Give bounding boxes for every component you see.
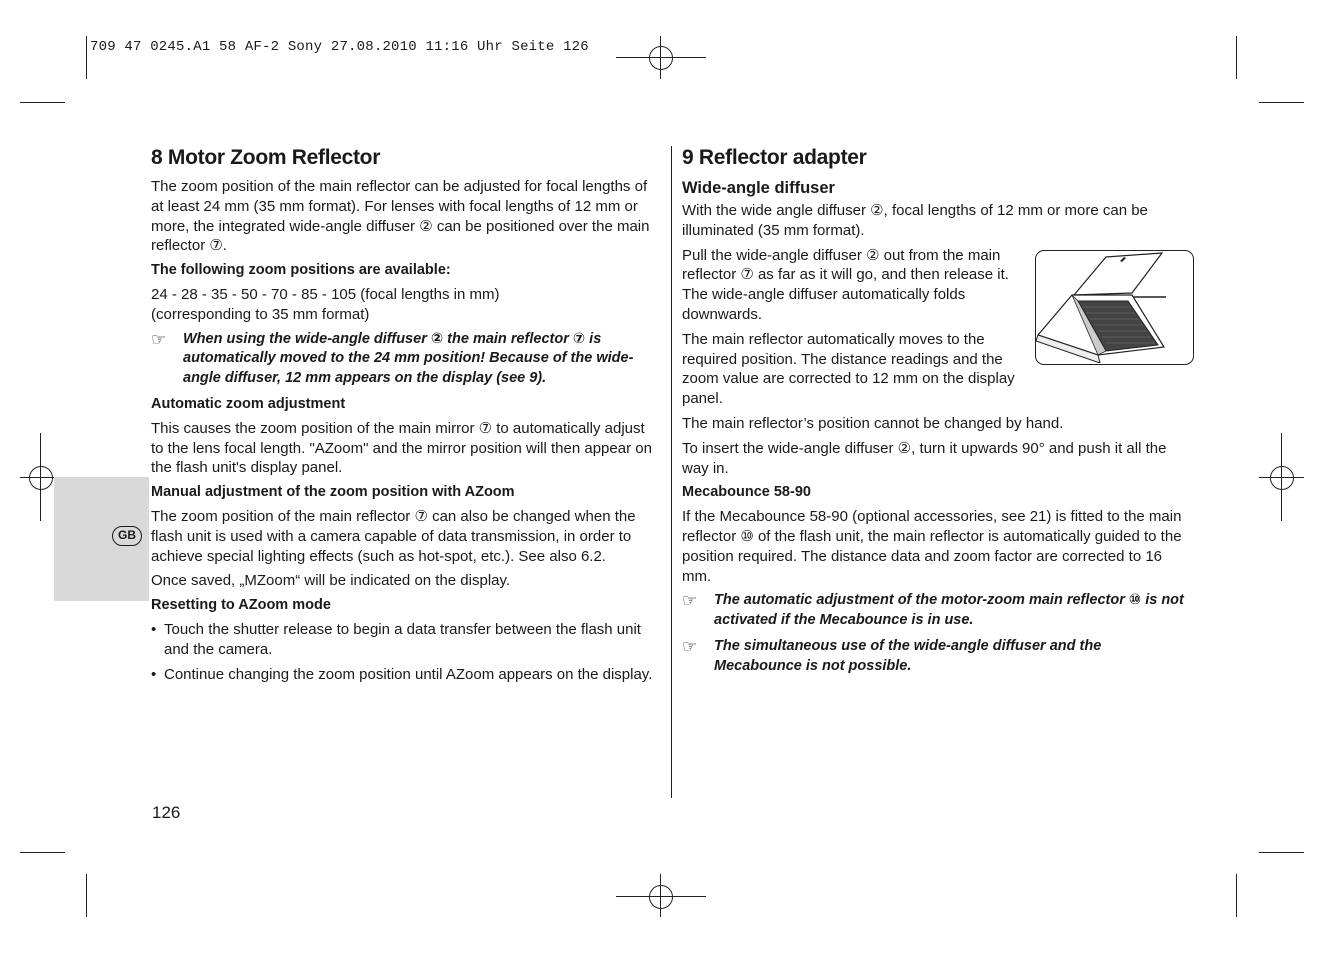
note-text: When using the wide-angle diffuser ② the main reflector ⑦ is automatically moved to the 24 mm position! Because of the wide-angle diffuser, 12 mm appears on the display (see 9).: [183, 330, 634, 387]
pull-text: Pull the wide-angle diffuser ② out from the main reflector ⑦ as far as it will go, and then release it. The wide-angle diffuser automatically folds downwards.: [682, 246, 1009, 323]
registration-line: [616, 57, 706, 58]
note-text: The simultaneous use of the wide-angle diffuser and the Mecabounce is not possible.: [714, 637, 1102, 674]
manual-zoom-text: The zoom position of the main reflector ⑦ can also be changed when the flash unit is used with a camera capable of data transmission, in order to achieve special lighting effects (such as hot-spot, etc.). See also 6.2.: [151, 507, 636, 565]
section-title-motor-zoom: 8 Motor Zoom Reflector: [151, 146, 381, 169]
right-column: [682, 145, 1192, 683]
diffuser-intro: With the wide angle diffuser ②, focal lengths of 12 mm or more can be illuminated (35 mm format).: [682, 202, 1148, 239]
zoom-format-note: (corresponding to 35 mm format): [151, 305, 370, 323]
bullet-icon: •: [151, 620, 157, 638]
saved-text: Once saved, „MZoom“ will be indicated on the display.: [151, 572, 511, 590]
diffuser-heading: Wide-angle diffuser: [682, 179, 835, 197]
registration-line: [616, 896, 706, 897]
note-simultaneous: [682, 637, 1192, 677]
crop-mark: [20, 852, 65, 853]
pointing-hand-icon: ☞: [682, 636, 698, 656]
by-hand-text: The main reflector’s position cannot be changed by hand.: [682, 414, 1064, 432]
crop-mark: [1259, 852, 1304, 853]
crop-mark: [1236, 36, 1237, 79]
section-title-reflector-adapter: 9 Reflector adapter: [682, 146, 867, 169]
registration-line: [660, 874, 661, 917]
column-divider: [671, 146, 672, 798]
crop-mark: [86, 874, 87, 917]
registration-line: [1281, 433, 1282, 521]
list-item: [151, 665, 656, 685]
bullet-text: Touch the shutter release to begin a data transfer between the flash unit and the camera.: [164, 620, 641, 658]
bullet-text: Continue changing the zoom position until AZoom appears on the display.: [164, 665, 653, 683]
registration-mark: [1270, 466, 1294, 490]
print-slug: 709 47 0245.A1 58 AF-2 Sony 27.08.2010 11:16 Uhr Seite 126: [90, 39, 589, 55]
language-badge: GB: [112, 526, 142, 546]
crop-mark: [1236, 874, 1237, 917]
pointing-hand-icon: ☞: [151, 329, 167, 349]
auto-zoom-text: This causes the zoom position of the main mirror ⑦ to automatically adjust to the lens focal length. "AZoom" and the mirror position will then appear on the flash unit's display panel.: [151, 419, 652, 477]
pointing-hand-icon: ☞: [682, 591, 698, 611]
mecabounce-heading: Mecabounce 58-90: [682, 484, 811, 501]
registration-mark: [29, 466, 53, 490]
registration-line: [660, 36, 661, 79]
note-mecabounce: [682, 591, 1192, 631]
zoom-positions-heading: The following zoom positions are available:: [151, 262, 451, 279]
crop-mark: [1259, 102, 1304, 103]
mecabounce-text: If the Mecabounce 58-90 (optional accessories, see 21) is fitted to the main reflector ⑩ of the flash unit, the main reflector is automatically guided to the position required. The distance data and zoom factor are corrected to 16 mm.: [682, 508, 1182, 585]
registration-mark: [649, 46, 673, 70]
intro-paragraph: The zoom position of the main reflector can be adjusted for focal lengths of at least 24 mm (35 mm format). For lenses with focal lengths of 12 mm or more, the integrated wide-angle diffuser ② can be positioned over the main reflector ⑦.: [151, 178, 650, 255]
note-text: The automatic adjustment of the motor-zoom main reflector ⑩ is not activated if the Mecabounce is in use.: [714, 592, 1184, 629]
crop-mark: [86, 36, 87, 79]
list-item: [151, 620, 656, 660]
auto-move-text: The main reflector automatically moves to the required position. The distance readings and the zoom value are corrected to 12 mm on the display panel.: [682, 330, 1015, 408]
registration-mark: [649, 885, 673, 909]
diffuser-illustration: [1035, 250, 1194, 365]
bullet-icon: •: [151, 665, 157, 683]
auto-zoom-heading: Automatic zoom adjustment: [151, 395, 346, 412]
flash-head-drawing: [1036, 251, 1192, 363]
registration-line: [40, 433, 41, 521]
zoom-positions-list: 24 - 28 - 35 - 50 - 70 - 85 - 105 (focal lengths in mm): [151, 285, 500, 303]
note-diffuser: [151, 330, 656, 389]
manual-zoom-heading: Manual adjustment of the zoom position with AZoom: [151, 484, 515, 501]
page-number: 126: [152, 803, 181, 822]
left-column: [151, 145, 656, 689]
reset-heading: Resetting to AZoom mode: [151, 597, 331, 614]
crop-mark: [20, 102, 65, 103]
insert-text: To insert the wide-angle diffuser ②, turn it upwards 90° and push it all the way in.: [682, 439, 1167, 477]
